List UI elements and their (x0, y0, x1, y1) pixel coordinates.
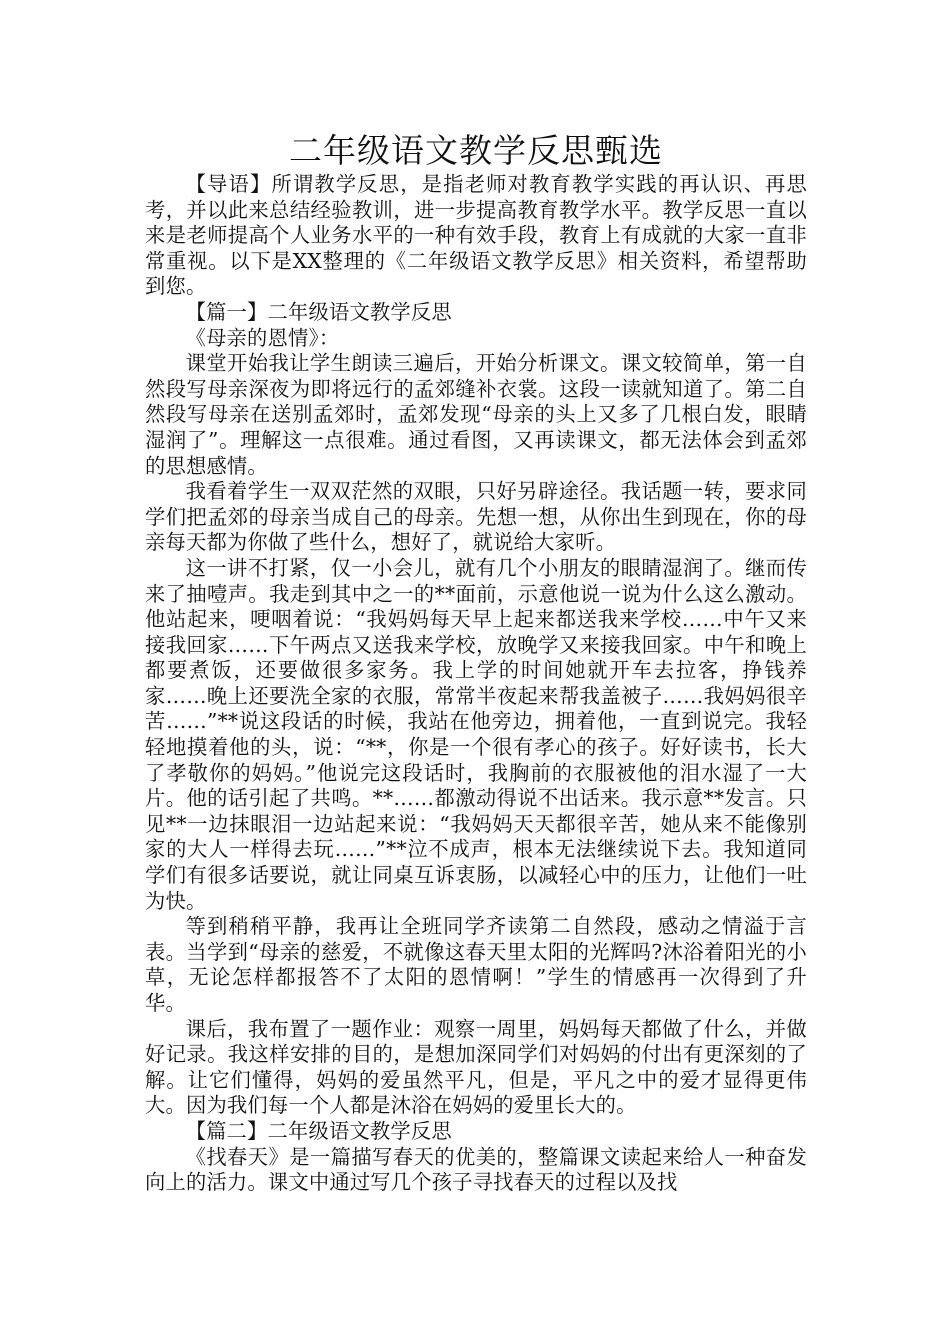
body-paragraph: 《找春天》是一篇描写春天的优美的，整篇课文读起来给人一种奋发向上的活力。课文中通过写几个孩子寻找春天的过程以及找 (145, 1144, 807, 1195)
document-title: 二年级语文教学反思甄选 (289, 131, 663, 170)
body-paragraph: 课堂开始我让学生朗读三遍后，开始分析课文。课文较简单，第一自然段写母亲深夜为即将远行的孟郊缝补衣裳。这段一读就知道了。第二自然段写母亲在送别孟郊时，孟郊发现“母亲的头上又多了几根白发，眼睛湿润了”。理解这一点很难。通过看图，又再读课文，都无法体会到孟郊的思想感情。 (145, 351, 807, 478)
body-paragraph: 这一讲不打紧，仅一小会儿，就有几个小朋友的眼睛湿润了。继而传来了抽噎声。我走到其中之一的**面前，示意他说一说为什么这么激动。他站起来，哽咽着说：“我妈妈每天早上起来都送我来学校……中午又来接我回家……下午两点又送我来学校，放晚学又来接我回家。中午和晚上都要煮饭，还要做很多家务。我上学的时间她就开车去拉客，挣钱养家……晚上还要洗全家的衣服，常常半夜起来帮我盖被子……我妈妈很辛苦……”**说这段话的时候，我站在他旁边，拥着他，一直到说完。我轻轻地摸着他的头，说：“**，你是一个很有孝心的孩子。好好读书，长大了孝敬你的妈妈。”他说完这段话时，我胸前的衣服被他的泪水湿了一大片。他的话引起了共鸣。**……都激动得说不出话来。我示意**发言。只见**一边抹眼泪一边站起来说：“我妈妈天天都很辛苦，她从来不能像别家的大人一样得去玩……”**泣不成声，根本无法继续说下去。我知道同学们有很多话要说，就让同桌互诉衷肠，以减轻心中的压力，让他们一吐为快。 (145, 555, 807, 913)
body-paragraph: 等到稍稍平静，我再让全班同学齐读第二自然段，感动之情溢于言表。当学到“母亲的慈爱，不就像这春天里太阳的光辉吗?沐浴着阳光的小草，无论怎样都报答不了太阳的恩情啊！”学生的情感再一次得到了升华。 (145, 914, 807, 1015)
body-paragraph: 我看着学生一双双茫然的双眼，只好另辟途径。我话题一转，要求同学们把孟郊的母亲当成自己的母亲。先想一想，从你出生到现在，你的母亲每天都为你做了些什么，想好了，就说给大家听。 (145, 479, 807, 555)
lesson-title: 《母亲的恩情》： (185, 325, 340, 350)
section-heading-2: 【篇二】二年级语文教学反思 (185, 1118, 452, 1143)
section-heading-1: 【篇一】二年级语文教学反思 (185, 299, 452, 324)
document-body (145, 172, 807, 1196)
body-paragraph: 课后，我布置了一题作业：观察一周里，妈妈每天都做了什么，并做好记录。我这样安排的目的，是想加深同学们对妈妈的付出有更深刻的了解。让它们懂得，妈妈的爱虽然平凡，但是，平凡之中的爱才显得更伟大。因为我们每一个人都是沐浴在妈妈的爱里长大的。 (145, 1016, 807, 1118)
intro-paragraph: 【导语】所谓教学反思，是指老师对教育教学实践的再认识、再思考，并以此来总结经验教训，进一步提高教育教学水平。教学反思一直以来是老师提高个人业务水平的一种有效手段，教育上有成就的大家一直非常重视。以下是XX整理的《二年级语文教学反思》相关资料，希望帮助到您。 (145, 172, 807, 299)
